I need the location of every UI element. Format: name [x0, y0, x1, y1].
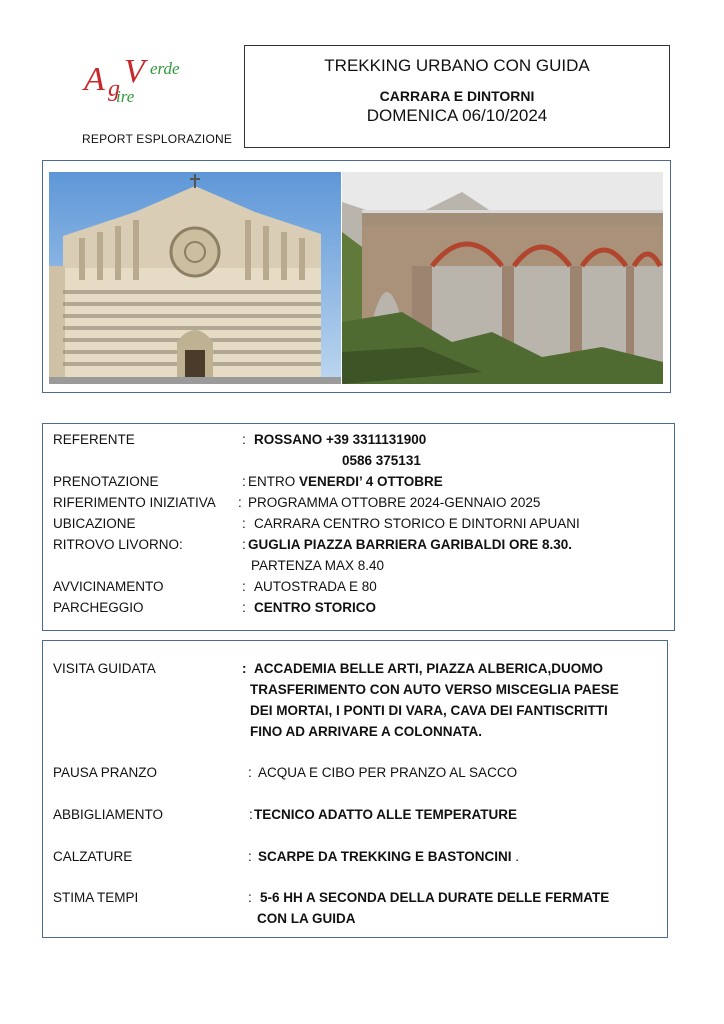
calzature-suffix: .	[511, 849, 520, 864]
calzature-value: SCARPE DA TREKKING E BASTONCINI	[258, 849, 512, 864]
abbigliamento-sep: :	[249, 807, 253, 822]
cathedral-photo	[49, 172, 341, 384]
visita-line-3: DEI MORTAI, I PONTI DI VARA, CAVA DEI FANTISCRITTI	[250, 703, 608, 718]
parcheggio-label: PARCHEGGIO	[53, 600, 144, 615]
ubicazione-label: UBICAZIONE	[53, 516, 136, 531]
referente-label: REFERENTE	[53, 432, 135, 447]
title-box	[244, 45, 670, 148]
visita-line-2: TRASFERIMENTO CON AUTO VERSO MISCEGLIA PAESE	[250, 682, 619, 697]
ubicazione-sep: :	[242, 516, 246, 531]
logo-word: erde	[150, 59, 180, 78]
riferimento-label: RIFERIMENTO INIZIATIVA	[53, 495, 216, 510]
referente-value: ROSSANO +39 3311131900	[254, 432, 427, 447]
visita-sep: :	[242, 661, 247, 676]
partenza-value: PARTENZA MAX 8.40	[251, 558, 385, 573]
stima-sep: :	[248, 890, 252, 905]
photo-frame	[42, 160, 671, 393]
calzature-label: CALZATURE	[53, 849, 133, 864]
ubicazione-value: CARRARA CENTRO STORICO E DINTORNI APUANI	[254, 516, 580, 531]
pausa-label: PAUSA PRANZO	[53, 765, 158, 780]
page-subtitle: CARRARA E DINTORNI	[379, 88, 535, 104]
parcheggio-sep: :	[242, 600, 246, 615]
referente-phone-2: 0586 375131	[342, 453, 421, 468]
riferimento-value: PROGRAMMA OTTOBRE 2024-GENNAIO 2025	[248, 495, 541, 510]
stima-line-1: 5-6 HH A SECONDA DELLA DURATE DELLE FERMATE	[260, 890, 610, 905]
svg-text:g: g	[108, 76, 120, 102]
report-label: REPORT ESPLORAZIONE	[82, 132, 233, 146]
bridge-photo	[342, 172, 663, 384]
pausa-sep: :	[248, 765, 252, 780]
ritrovo-value: GUGLIA PIAZZA BARRIERA GARIBALDI ORE 8.30.	[248, 537, 573, 552]
parcheggio-value: CENTRO STORICO	[254, 600, 377, 615]
prenotazione-sep: :	[242, 474, 246, 489]
visit-box	[42, 640, 668, 938]
ritrovo-sep: :	[242, 537, 246, 552]
prenotazione-label: PRENOTAZIONE	[53, 474, 159, 489]
visita-line-1: ACCADEMIA BELLE ARTI, PIAZZA ALBERICA,DUOMO	[254, 661, 603, 676]
abbigliamento-value: TECNICO ADATTO ALLE TEMPERATURE	[254, 807, 517, 822]
avvicinamento-sep: :	[242, 579, 246, 594]
visita-label: VISITA GUIDATA	[53, 661, 156, 676]
visita-line-4: FINO AD ARRIVARE A COLONNATA.	[250, 724, 482, 739]
logo-graphic	[80, 52, 210, 114]
prenotazione-value: VENERDI’ 4 OTTOBRE	[299, 474, 443, 489]
svg-text:V: V	[124, 53, 145, 90]
page-title: TREKKING URBANO CON GUIDA	[324, 56, 590, 75]
abbigliamento-label: ABBIGLIAMENTO	[53, 807, 164, 822]
event-date: DOMENICA 06/10/2024	[366, 106, 548, 125]
prenotazione-prefix: ENTRO	[248, 474, 300, 489]
pausa-value: ACQUA E CIBO PER PRANZO AL SACCO	[258, 765, 518, 780]
svg-text:A: A	[84, 61, 105, 98]
avvicinamento-label: AVVICINAMENTO	[53, 579, 164, 594]
agv-logo	[80, 52, 210, 114]
referente-sep: :	[242, 432, 246, 447]
info-box	[42, 423, 675, 631]
calzature-sep: :	[248, 849, 252, 864]
svg-text:ire: ire	[116, 87, 135, 106]
avvicinamento-value: AUTOSTRADA E 80	[254, 579, 377, 594]
stima-line-2: CON LA GUIDA	[257, 911, 356, 926]
ritrovo-label: RITROVO LIVORNO:	[53, 537, 183, 552]
riferimento-sep: :	[238, 495, 242, 510]
stima-label: STIMA TEMPI	[53, 890, 139, 905]
